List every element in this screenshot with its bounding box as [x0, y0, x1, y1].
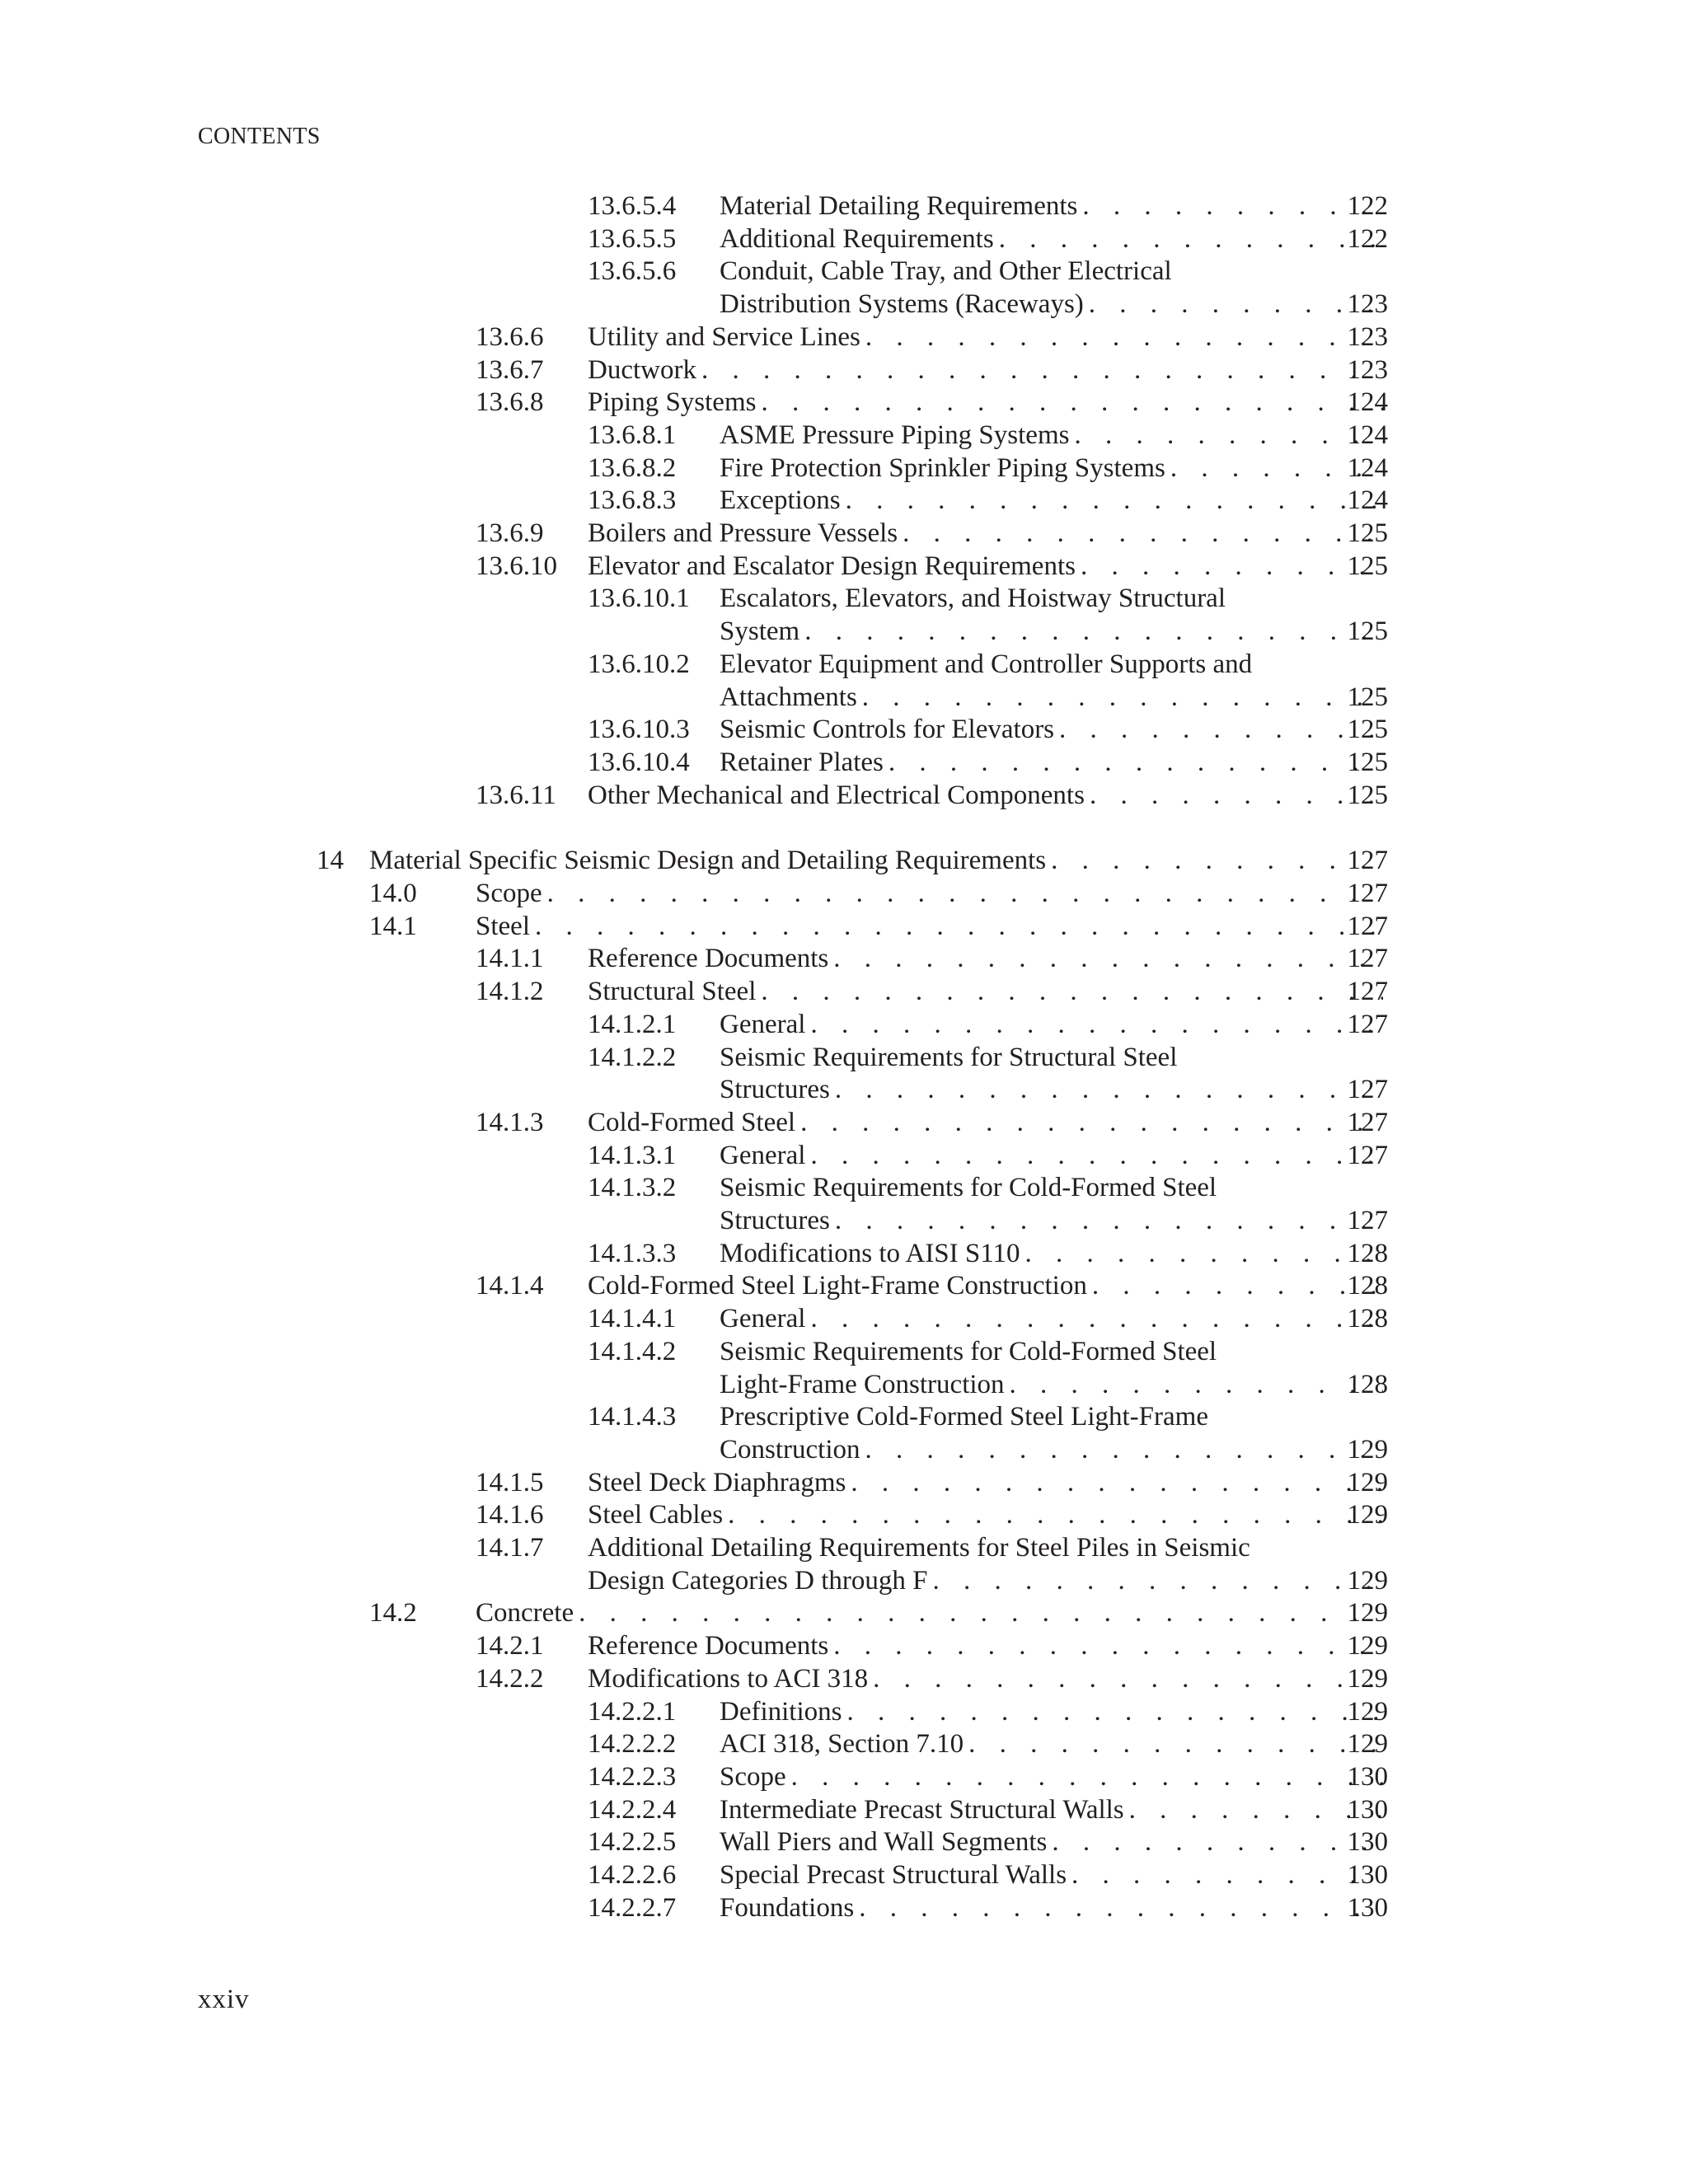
toc-entry-page: 125	[1347, 682, 1388, 712]
toc-entry-number: 13.6.10	[476, 551, 557, 581]
toc-entry	[0, 1531, 1688, 1564]
toc-entry-number: 14	[316, 846, 344, 876]
toc-entry-title: Steel	[476, 911, 530, 941]
toc-entry-page: 129	[1347, 1696, 1388, 1727]
toc-entry-page: 127	[1347, 944, 1388, 974]
dot-leader	[833, 1629, 1383, 1662]
toc-entry-number: 14.1.2.2	[588, 1042, 677, 1072]
toc-entry	[0, 1400, 1688, 1433]
page-number: xxiv	[198, 1985, 250, 2014]
toc-entry	[0, 746, 1688, 779]
toc-entry	[0, 321, 1688, 354]
toc-entry-number: 14.2.1	[476, 1631, 544, 1661]
toc-entry-page: 125	[1347, 551, 1388, 581]
dot-leader	[1081, 550, 1383, 583]
toc-entry-title: Additional Detailing Requirements for Steel Piles in Seismic	[588, 1533, 1250, 1563]
dot-leader	[865, 1433, 1384, 1466]
toc-entry-title: Light-Frame Construction	[720, 1369, 1005, 1399]
dot-leader	[800, 1106, 1383, 1139]
toc-entry-number: 13.6.5.6	[588, 256, 677, 287]
toc-entry-page: 130	[1347, 1794, 1388, 1825]
dot-leader	[1010, 1368, 1383, 1401]
toc-entry-number: 14.2.2.1	[588, 1696, 677, 1727]
toc-entry	[0, 419, 1688, 452]
toc-entry-title: Exceptions	[720, 485, 841, 516]
toc-entry-page: 125	[1347, 715, 1388, 745]
toc-entry-page: 127	[1347, 1206, 1388, 1235]
toc-entry	[0, 713, 1688, 746]
toc-entry-title: Escalators, Elevators, and Hoistway Structural	[720, 583, 1226, 614]
dot-leader	[804, 615, 1383, 648]
toc-entry	[0, 1825, 1688, 1858]
toc-entry-number: 14.1.6	[476, 1500, 544, 1530]
toc-entry-page: 127	[1347, 977, 1388, 1007]
toc-entry-title: Prescriptive Cold-Formed Steel Light-Frame	[720, 1402, 1208, 1432]
toc-entry-page: 125	[1347, 518, 1388, 548]
toc-entry-number: 14.1.2.1	[588, 1009, 677, 1039]
toc-entry-number: 14.1.2	[476, 977, 544, 1007]
toc-entry-page: 123	[1347, 289, 1388, 320]
toc-entry-page: 125	[1347, 747, 1388, 777]
toc-entry-title: Boilers and Pressure Vessels	[588, 518, 898, 548]
toc-entry-continuation	[0, 681, 1688, 714]
toc-entry-title: Cold-Formed Steel Light-Frame Construction	[588, 1271, 1087, 1301]
toc-entry	[0, 1269, 1688, 1302]
toc-entry-page: 127	[1347, 1075, 1388, 1105]
toc-entry-page: 130	[1347, 1860, 1388, 1890]
dot-leader	[701, 354, 1383, 387]
toc-entry	[0, 877, 1688, 910]
toc-entry-title: Conduit, Cable Tray, and Other Electrical	[720, 256, 1172, 287]
toc-entry-title: Steel Deck Diaphragms	[588, 1467, 846, 1497]
toc-entry-number: 14.2.2.3	[588, 1761, 677, 1792]
toc-entry-continuation	[0, 1433, 1688, 1466]
toc-entry	[0, 942, 1688, 975]
toc-entry	[0, 975, 1688, 1008]
toc-entry-page: 127	[1347, 846, 1388, 876]
toc-entry-title: Fire Protection Sprinkler Piping Systems	[720, 452, 1165, 483]
dot-leader	[1059, 713, 1383, 746]
toc-entry-title: Ductwork	[588, 354, 696, 385]
dot-leader	[1052, 1825, 1383, 1858]
toc-entry-title: Scope	[720, 1761, 786, 1792]
toc-entry-page: 129	[1347, 1565, 1388, 1596]
dot-leader	[579, 1596, 1383, 1629]
toc-entry-title: Distribution Systems (Raceways)	[720, 289, 1084, 320]
toc-entry-page: 127	[1347, 1009, 1388, 1039]
toc-entry-continuation	[0, 1564, 1688, 1597]
toc-entry-number: 14.1	[369, 911, 417, 941]
toc-entry	[0, 844, 1688, 877]
toc-entry	[0, 1793, 1688, 1826]
toc-entry	[0, 517, 1688, 550]
toc-entry-page: 122	[1347, 191, 1388, 221]
toc-entry-number: 14.1.3.3	[588, 1238, 677, 1268]
toc-entry	[0, 1171, 1688, 1204]
toc-entry-continuation	[0, 615, 1688, 648]
toc-entry-title: Cold-Formed Steel	[588, 1107, 796, 1137]
toc-entry-number: 14.1.4.3	[588, 1402, 677, 1432]
toc-entry-title: Retainer Plates	[720, 747, 884, 777]
toc-entry-number: 13.6.7	[476, 354, 544, 385]
toc-entry-number: 13.6.5.4	[588, 191, 677, 221]
toc-entry-title: Seismic Requirements for Cold-Formed Steel	[720, 1173, 1217, 1203]
toc-entry-number: 14.2.2.6	[588, 1860, 677, 1890]
toc-entry-continuation	[0, 1073, 1688, 1106]
toc-entry-continuation	[0, 1368, 1688, 1401]
dot-leader	[547, 877, 1383, 910]
toc-entry-page: 128	[1347, 1271, 1388, 1301]
toc-entry	[0, 1760, 1688, 1793]
toc-entry-number: 14.2.2	[476, 1663, 544, 1694]
toc-entry-number: 14.1.1	[476, 944, 544, 974]
dot-leader	[810, 1302, 1383, 1335]
toc-entry	[0, 1695, 1688, 1728]
toc-entry-page: 124	[1347, 419, 1388, 450]
toc-entry-page: 122	[1347, 223, 1388, 254]
toc-entry	[0, 1237, 1688, 1270]
toc-entry-title: Seismic Controls for Elevators	[720, 715, 1055, 745]
dot-leader	[810, 1008, 1383, 1041]
dot-leader	[889, 746, 1383, 779]
dot-leader	[932, 1564, 1383, 1597]
toc-entry	[0, 1106, 1688, 1139]
dot-leader	[903, 517, 1383, 550]
toc-entry-title: Reference Documents	[588, 1631, 829, 1661]
toc-entry-number: 14.0	[369, 879, 417, 908]
dot-leader	[810, 1139, 1383, 1172]
toc-entry-title: Design Categories D through F	[588, 1565, 928, 1596]
dot-leader	[873, 1662, 1383, 1695]
toc-entry-title: Modifications to ACI 318	[588, 1663, 869, 1694]
toc-entry-title: Reference Documents	[588, 944, 829, 974]
toc-entry-title: Special Precast Structural Walls	[720, 1860, 1067, 1890]
toc-entry-number: 14.1.4	[476, 1271, 544, 1301]
toc-entry-title: Elevator and Escalator Design Requirements	[588, 551, 1076, 581]
toc-entry-page: 123	[1347, 354, 1388, 385]
toc-entry-title: Scope	[476, 879, 542, 908]
toc-entry-page: 128	[1347, 1238, 1388, 1268]
toc-entry	[0, 1858, 1688, 1891]
toc-entry	[0, 550, 1688, 583]
toc-entry-title: Attachments	[720, 682, 857, 712]
toc-entry-title: Other Mechanical and Electrical Components	[588, 780, 1085, 810]
toc-entry-page: 130	[1347, 1761, 1388, 1792]
toc-entry-page: 128	[1347, 1304, 1388, 1334]
dot-leader	[1025, 1237, 1383, 1270]
toc-entry	[0, 1139, 1688, 1172]
toc-entry	[0, 452, 1688, 485]
dot-leader	[535, 910, 1383, 943]
toc-entry-title: Utility and Service Lines	[588, 321, 860, 352]
toc-entry-title: General	[720, 1009, 806, 1039]
toc-entry-page: 129	[1347, 1434, 1388, 1465]
toc-entry-number: 13.6.8.2	[588, 452, 677, 483]
toc-entry-number: 14.1.3.2	[588, 1173, 677, 1203]
toc-entry-page: 129	[1347, 1500, 1388, 1530]
dot-leader	[999, 223, 1383, 255]
toc-entry-page: 130	[1347, 1892, 1388, 1923]
toc-entry-page: 124	[1347, 387, 1388, 418]
toc-entry-title: General	[720, 1304, 806, 1334]
dot-leader	[968, 1727, 1383, 1760]
dot-leader	[846, 484, 1383, 517]
toc-entry-title: Structures	[720, 1206, 830, 1235]
toc-entry-title: Wall Piers and Wall Segments	[720, 1827, 1048, 1858]
toc-entry-number: 13.6.10.2	[588, 649, 690, 679]
toc-entry-title: Construction	[720, 1434, 860, 1465]
toc-entry	[0, 255, 1688, 288]
toc-entry-page: 124	[1347, 485, 1388, 516]
dot-leader	[833, 942, 1383, 975]
toc-entry-title: ASME Pressure Piping Systems	[720, 419, 1070, 450]
toc-entry-page: 129	[1347, 1663, 1388, 1694]
dot-leader	[862, 681, 1383, 714]
dot-leader	[761, 975, 1383, 1008]
toc-entry-title: Material Specific Seismic Design and Detailing Requirements	[369, 846, 1047, 876]
toc-entry-title: Elevator Equipment and Controller Supports and	[720, 649, 1253, 679]
toc-entry	[0, 1466, 1688, 1499]
toc-entry	[0, 1629, 1688, 1662]
toc-entry-page: 129	[1347, 1729, 1388, 1760]
toc-entry-page: 124	[1347, 452, 1388, 483]
toc-entry	[0, 1891, 1688, 1924]
toc-entry-number: 14.2	[369, 1598, 417, 1629]
toc-entry	[0, 354, 1688, 387]
toc-entry-title: System	[720, 616, 800, 647]
toc-entry-number: 13.6.8	[476, 387, 544, 418]
toc-entry-page: 123	[1347, 321, 1388, 352]
toc-entry-page: 127	[1347, 1140, 1388, 1170]
dot-leader	[851, 1466, 1383, 1499]
toc-entry-number: 14.1.4.1	[588, 1304, 677, 1334]
toc-entry	[0, 1041, 1688, 1074]
dot-leader	[1051, 844, 1383, 877]
toc-entry-continuation	[0, 288, 1688, 321]
toc-entry-title: General	[720, 1140, 806, 1170]
running-head: CONTENTS	[198, 124, 321, 149]
dot-leader	[859, 1891, 1383, 1924]
dot-leader	[865, 321, 1383, 354]
toc-entry-number: 14.2.2.2	[588, 1729, 677, 1760]
toc-entry-number: 13.6.8.3	[588, 485, 677, 516]
toc-entry-page: 129	[1347, 1631, 1388, 1661]
toc-entry	[0, 1596, 1688, 1629]
toc-entry-title: Definitions	[720, 1696, 842, 1727]
dot-leader	[791, 1760, 1383, 1793]
toc-entry-page: 129	[1347, 1598, 1388, 1629]
toc-entry	[0, 1335, 1688, 1368]
toc-entry-page: 125	[1347, 616, 1388, 647]
toc-entry-number: 14.1.3	[476, 1107, 544, 1137]
toc-entry-title: Steel Cables	[588, 1500, 724, 1530]
toc-entry	[0, 779, 1688, 812]
toc-entry-page: 127	[1347, 879, 1388, 908]
toc-entry-number: 14.1.3.1	[588, 1140, 677, 1170]
toc-entry-title: ACI 318, Section 7.10	[720, 1729, 964, 1760]
toc-entry-number: 13.6.10.4	[588, 747, 690, 777]
toc-entry	[0, 223, 1688, 255]
toc-entry	[0, 582, 1688, 615]
toc-entry-title: Material Detailing Requirements	[720, 191, 1078, 221]
toc-entry-number: 14.1.4.2	[588, 1336, 677, 1366]
toc-entry	[0, 910, 1688, 943]
toc-entry-page: 128	[1347, 1369, 1388, 1399]
toc-entry-number: 14.2.2.5	[588, 1827, 677, 1858]
toc-entry	[0, 1302, 1688, 1335]
toc-entry-title: Piping Systems	[588, 387, 757, 418]
toc-entry-title: Intermediate Precast Structural Walls	[720, 1794, 1124, 1825]
toc-entry	[0, 484, 1688, 517]
toc-entry-page: 129	[1347, 1467, 1388, 1497]
toc-entry-title: Seismic Requirements for Cold-Formed Steel	[720, 1336, 1217, 1366]
toc-entry-title: Additional Requirements	[720, 223, 994, 254]
toc-entry-title: Modifications to AISI S110	[720, 1238, 1020, 1268]
dot-leader	[835, 1204, 1383, 1237]
dot-leader	[846, 1695, 1383, 1728]
toc-entry-number: 14.2.2.7	[588, 1892, 677, 1923]
toc-entry-title: Seismic Requirements for Structural Steel	[720, 1042, 1178, 1072]
dot-leader	[1074, 419, 1383, 452]
toc-entry-title: Structural Steel	[588, 977, 757, 1007]
toc-entry-number: 14.1.5	[476, 1467, 544, 1497]
toc-entry-number: 13.6.10.1	[588, 583, 690, 614]
dot-leader	[835, 1073, 1383, 1106]
toc-entry	[0, 190, 1688, 223]
toc-entry-page: 125	[1347, 780, 1388, 810]
dot-leader	[728, 1498, 1383, 1531]
toc-entry-page: 130	[1347, 1827, 1388, 1858]
dot-leader	[761, 386, 1383, 419]
toc-entry-title: Concrete	[476, 1598, 574, 1629]
toc-entry-title: Foundations	[720, 1892, 855, 1923]
toc-entry-number: 13.6.11	[476, 780, 556, 810]
toc-entry-number: 13.6.9	[476, 518, 544, 548]
toc-entry-number: 14.2.2.4	[588, 1794, 677, 1825]
toc-entry-number: 13.6.5.5	[588, 223, 677, 254]
toc-entry-page: 127	[1347, 911, 1388, 941]
toc-entry	[0, 648, 1688, 681]
toc-entry	[0, 1727, 1688, 1760]
toc-entry-number: 13.6.10.3	[588, 715, 690, 745]
toc-entry-continuation	[0, 1204, 1688, 1237]
toc-entry-title: Structures	[720, 1075, 830, 1105]
toc-entry	[0, 1498, 1688, 1531]
toc-entry	[0, 1008, 1688, 1041]
toc-entry-number: 13.6.6	[476, 321, 544, 352]
toc-entry-number: 13.6.8.1	[588, 419, 677, 450]
dot-leader	[1071, 1858, 1383, 1891]
toc-entry	[0, 1662, 1688, 1695]
toc-entry-number: 14.1.7	[476, 1533, 544, 1563]
toc-entry-page: 127	[1347, 1107, 1388, 1137]
toc-entry	[0, 386, 1688, 419]
